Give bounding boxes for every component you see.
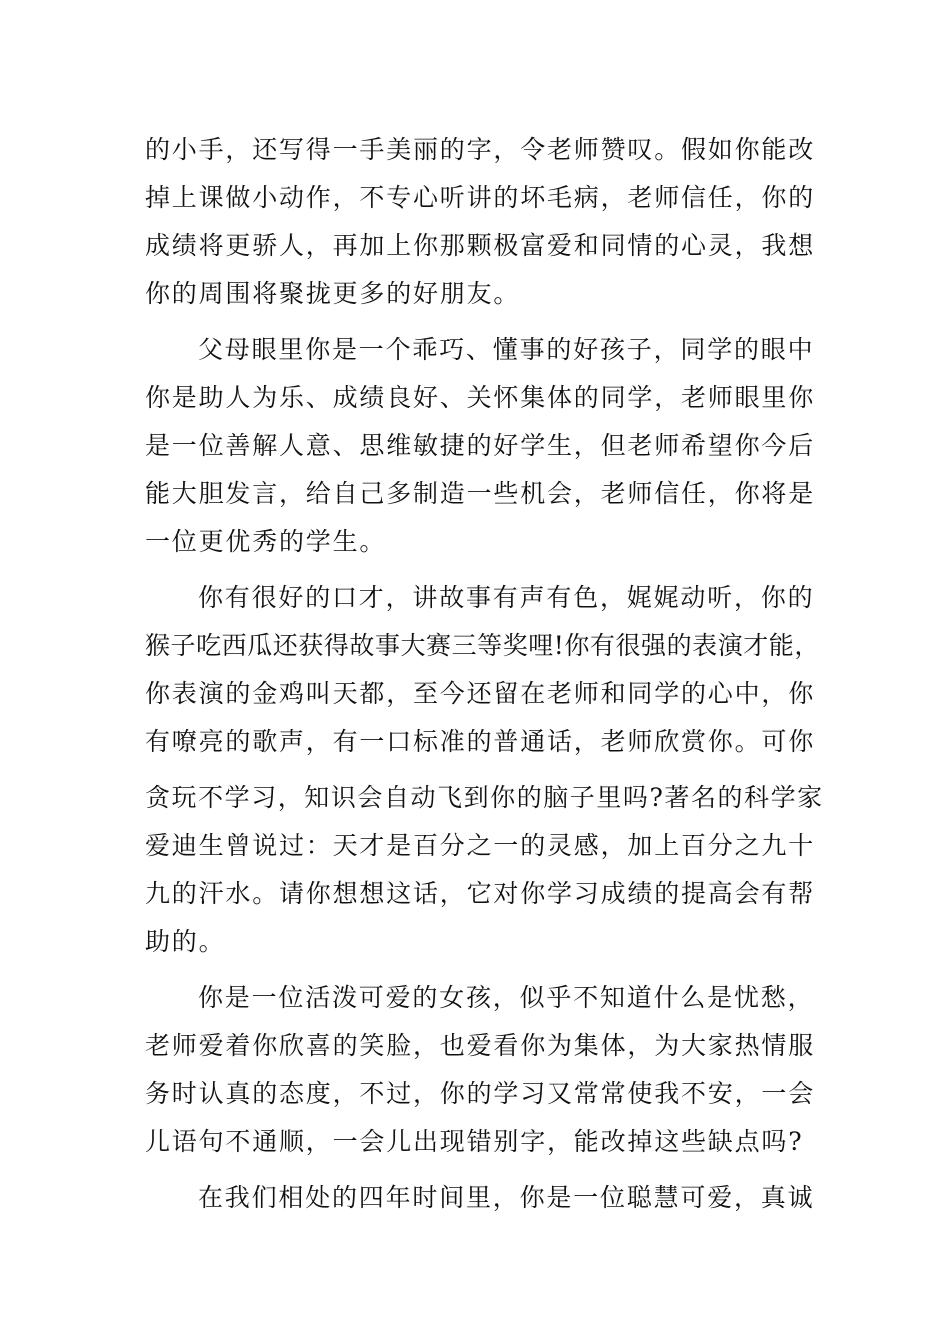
text-line: 掉上课做小动作，不专心听讲的坏毛病，老师信任，你的 [145,183,816,212]
text-line: 务时认真的态度，不过，你的学习又常常使我不安，一会 [145,1079,816,1108]
text-line: 你有很好的口才，讲故事有声有色，娓娓动听，你的 [198,583,815,612]
text-line: 你是一位活泼可爱的女孩，似乎不知道什么是忧愁， [198,983,815,1012]
text-line: 有嘹亮的歌声，有一口标准的普通话，老师欣赏你。可你 [145,727,816,756]
text-line: 你表演的金鸡叫天都，至今还留在老师和同学的心中，你 [145,679,816,708]
text-line: 九的汗水。请你想想这话，它对你学习成绩的提高会有帮 [145,879,816,908]
text-line: 助的。 [145,927,226,956]
text-line: 是一位善解人意、思维敏捷的好学生，但老师希望你今后 [145,431,816,460]
text-line: 一位更优秀的学生。 [145,527,387,556]
text-line: 猴子吃西瓜还获得故事大赛三等奖哩!你有很强的表演才能， [145,631,820,660]
text-line: 在我们相处的四年时间里，你是一位聪慧可爱，真诚 [198,1183,815,1212]
text-line: 成绩将更骄人，再加上你那颗极富爱和同情的心灵，我想 [145,231,816,260]
text-line: 儿语句不通顺，一会儿出现错别字，能改掉这些缺点吗? [145,1127,804,1156]
text-line: 父母眼里你是一个乖巧、懂事的好孩子，同学的眼中 [198,335,815,364]
text-line: 能大胆发言，给自己多制造一些机会，老师信任，你将是 [145,479,816,508]
text-line: 的小手，还写得一手美丽的字，令老师赞叹。假如你能改 [145,135,816,164]
text-line: 你是助人为乐、成绩良好、关怀集体的同学，老师眼里你 [145,383,816,412]
text-line: 贪玩不学习，知识会自动飞到你的脑子里吗?著名的科学家 [145,783,824,812]
text-line: 老师爱着你欣喜的笑脸，也爱看你为集体，为大家热情服 [145,1031,816,1060]
text-line: 爱迪生曾说过：天才是百分之一的灵感，加上百分之九十 [145,831,816,860]
text-line: 你的周围将聚拢更多的好朋友。 [145,279,521,308]
